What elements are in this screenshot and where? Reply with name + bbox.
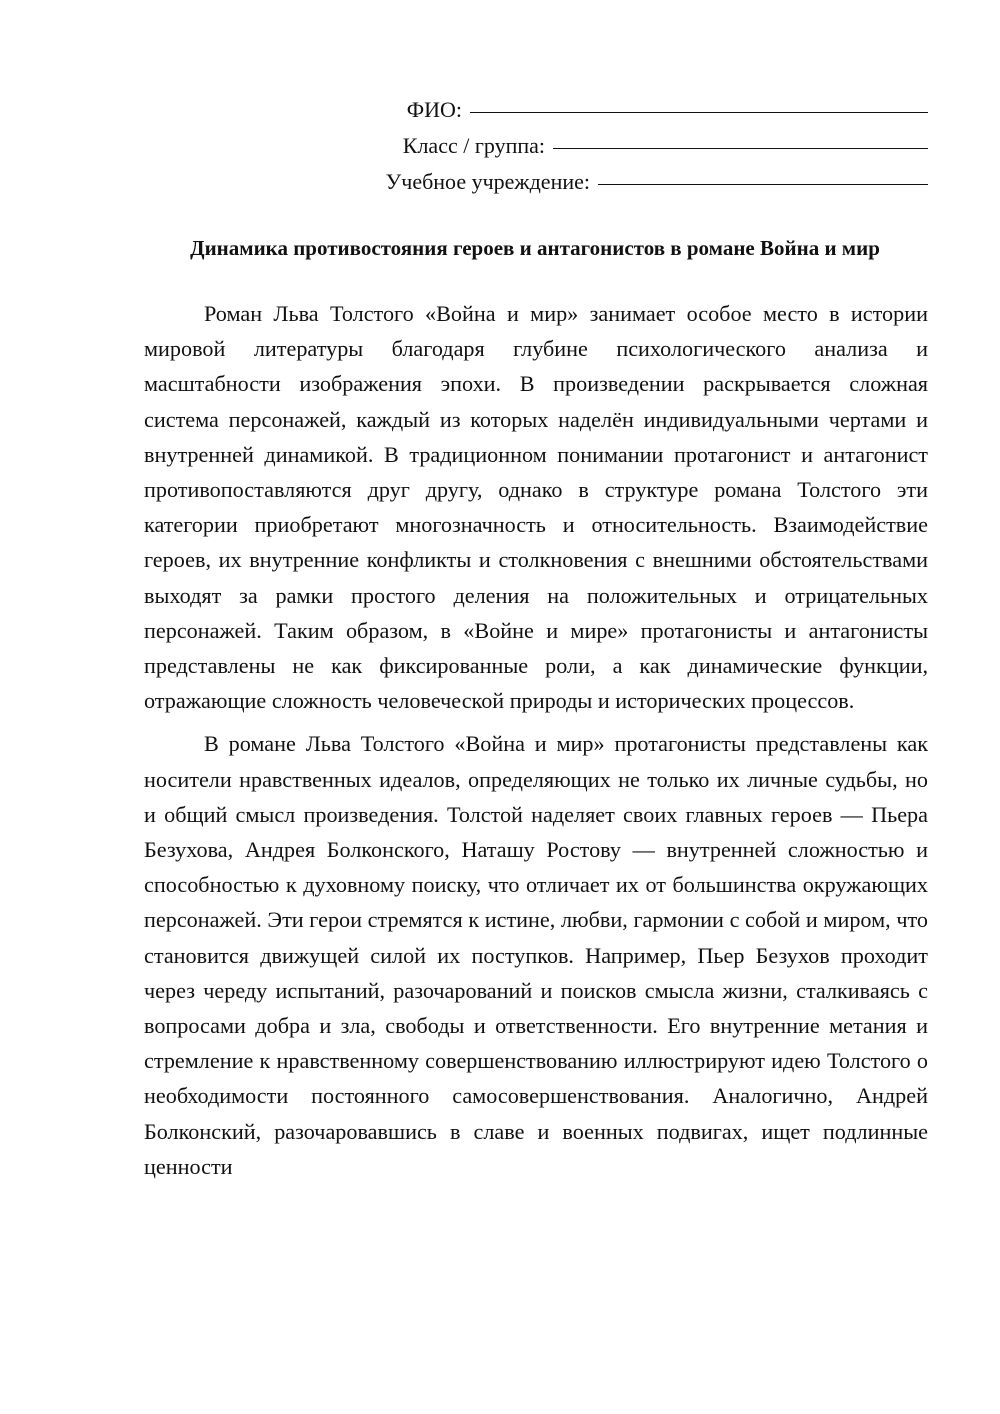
school-label: Учебное учреждение:: [385, 169, 590, 194]
document-title: Динамика противостояния героев и антагонистов в романе Война и мир: [190, 236, 880, 260]
body-paragraph: В романе Льва Толстого «Война и мир» протагонисты представлены как носители нравственных идеалов, определяющих не только их личные судьбы, но и общий смысл произведения. Толстой наделяет своих главных героев — Пьера Безухова, Андрея Болконского, Наташу Ростову — внутренней сложностью и способностью к духовному поиску, что отличает их от большинства окружающих персонажей. Эти герои стремятся к истине, любви, гармонии с собой и миром, что становится движущей силой их поступков. Например, Пьер Безухов проходит через череду испытаний, разочарований и поисков смысла жизни, сталкиваясь с вопросами добра и зла, свободы и ответственности. Его внутренние метания и стремление к нравственному совершенствованию иллюстрируют идею Толстого о необходимости постоянного самосовершенствования. Аналогично, Андрей Болконский, разочаровавшись в славе и военных подвигах, ищет подлинные ценности: [144, 731, 928, 1179]
school-blank-line: [598, 162, 928, 185]
body-paragraph: Роман Льва Толстого «Война и мир» занимает особое место в истории мировой литературы благодаря глубине психологического анализа и масштабности изображения эпохи. В произведении раскрывается сложная система персонажей, каждый из которых наделён индивидуальными чертами и внутренней динамикой. В традиционном понимании протагонист и антагонист противопоставляются друг другу, однако в структуре романа Толстого эти категории приобретают многозначность и относительность. Взаимодействие героев, их внутренние конфликты и столкновения с внешними обстоятельствами выходят за рамки простого деления на положительных и отрицательных персонажей. Таким образом, в «Войне и мире» протагонисты и антагонисты представлены не как фиксированные роли, а как динамические функции, отражающие сложность человеческой природы и исторических процессов.: [144, 301, 928, 714]
school-field-row: [308, 164, 928, 200]
class-field-row: [308, 128, 928, 164]
student-info-fields: [308, 92, 928, 200]
fio-label: ФИО:: [406, 97, 462, 122]
class-blank-line: [553, 126, 928, 149]
fio-blank-line: [470, 90, 928, 113]
class-label: Класс / группа:: [402, 133, 545, 158]
document-body: [144, 296, 928, 1192]
fio-field-row: [308, 92, 928, 128]
